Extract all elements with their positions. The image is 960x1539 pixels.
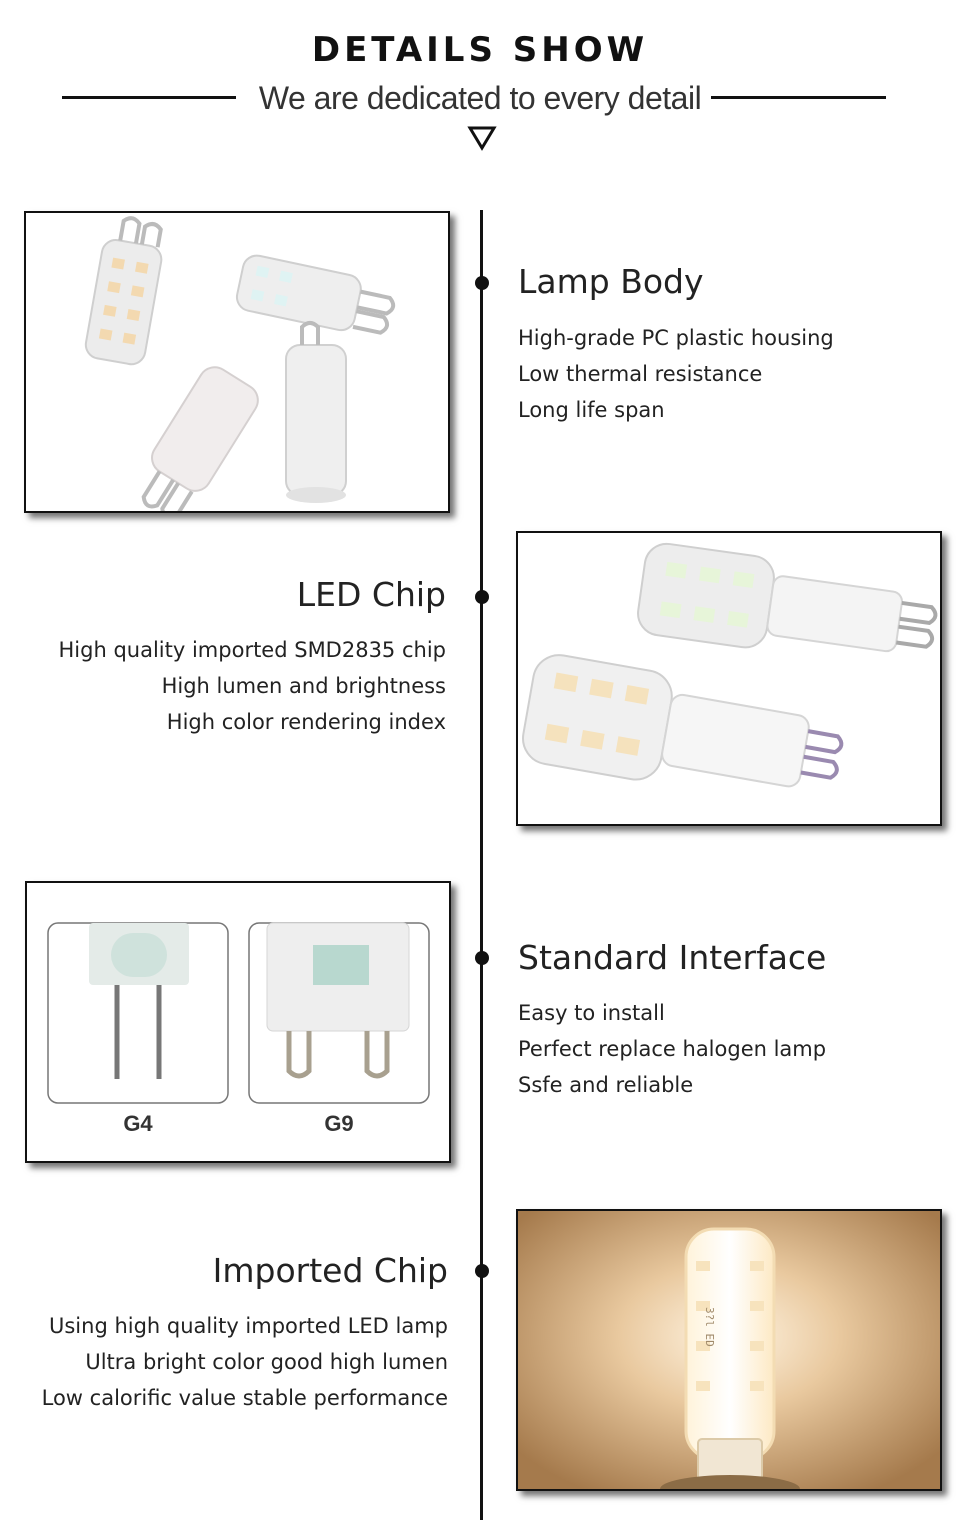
led-chip-closeup-photo-icon [518, 533, 940, 824]
feature-line: High-grade PC plastic housing [518, 326, 834, 350]
timeline-line [480, 210, 483, 1520]
section-lines [20, 1308, 448, 1416]
section-heading: LED Chip [296, 575, 446, 614]
section-heading: Lamp Body [518, 262, 704, 301]
title-rule-right [711, 96, 886, 99]
lamp-marking-text: 3?l ED [703, 1307, 716, 1347]
feature-line: Ultra bright color good high lumen [85, 1350, 448, 1374]
section-lines [20, 632, 446, 740]
g4-label: G4 [123, 1111, 153, 1136]
timeline-dot [475, 590, 489, 604]
feature-line: Ssfe and reliable [518, 1073, 694, 1097]
section-lines [518, 995, 938, 1103]
g9-label: G9 [324, 1111, 354, 1136]
feature-line: Easy to install [518, 1001, 665, 1025]
timeline-dot [475, 1264, 489, 1278]
down-triangle-icon [467, 125, 497, 151]
feature-line: High quality imported SMD2835 chip [58, 638, 446, 662]
interface-photo [25, 881, 451, 1163]
timeline-dot [475, 951, 489, 965]
lit-lamp-photo-icon [518, 1211, 940, 1489]
feature-line: High lumen and brightness [161, 674, 446, 698]
page-subtitle: We are dedicated to every detail [258, 80, 702, 116]
section-heading: Imported Chip [212, 1251, 448, 1290]
lamp-body-photo [24, 211, 450, 513]
section-heading: Standard Interface [518, 938, 827, 977]
g9-lamps-scattered-photo-icon [26, 213, 448, 511]
feature-line: Using high quality imported LED lamp [49, 1314, 448, 1338]
lit-lamp-photo [516, 1209, 942, 1491]
led-chip-photo [516, 531, 942, 826]
feature-line: Low calorific value stable performance [41, 1386, 448, 1410]
feature-line: Long life span [518, 398, 665, 422]
page-title: DETAILS SHOW [311, 30, 649, 70]
timeline-dot [475, 276, 489, 290]
feature-line: Low thermal resistance [518, 362, 763, 386]
feature-line: Perfect replace halogen lamp [518, 1037, 827, 1061]
section-lines [518, 320, 938, 428]
feature-line: High color rendering index [166, 710, 446, 734]
